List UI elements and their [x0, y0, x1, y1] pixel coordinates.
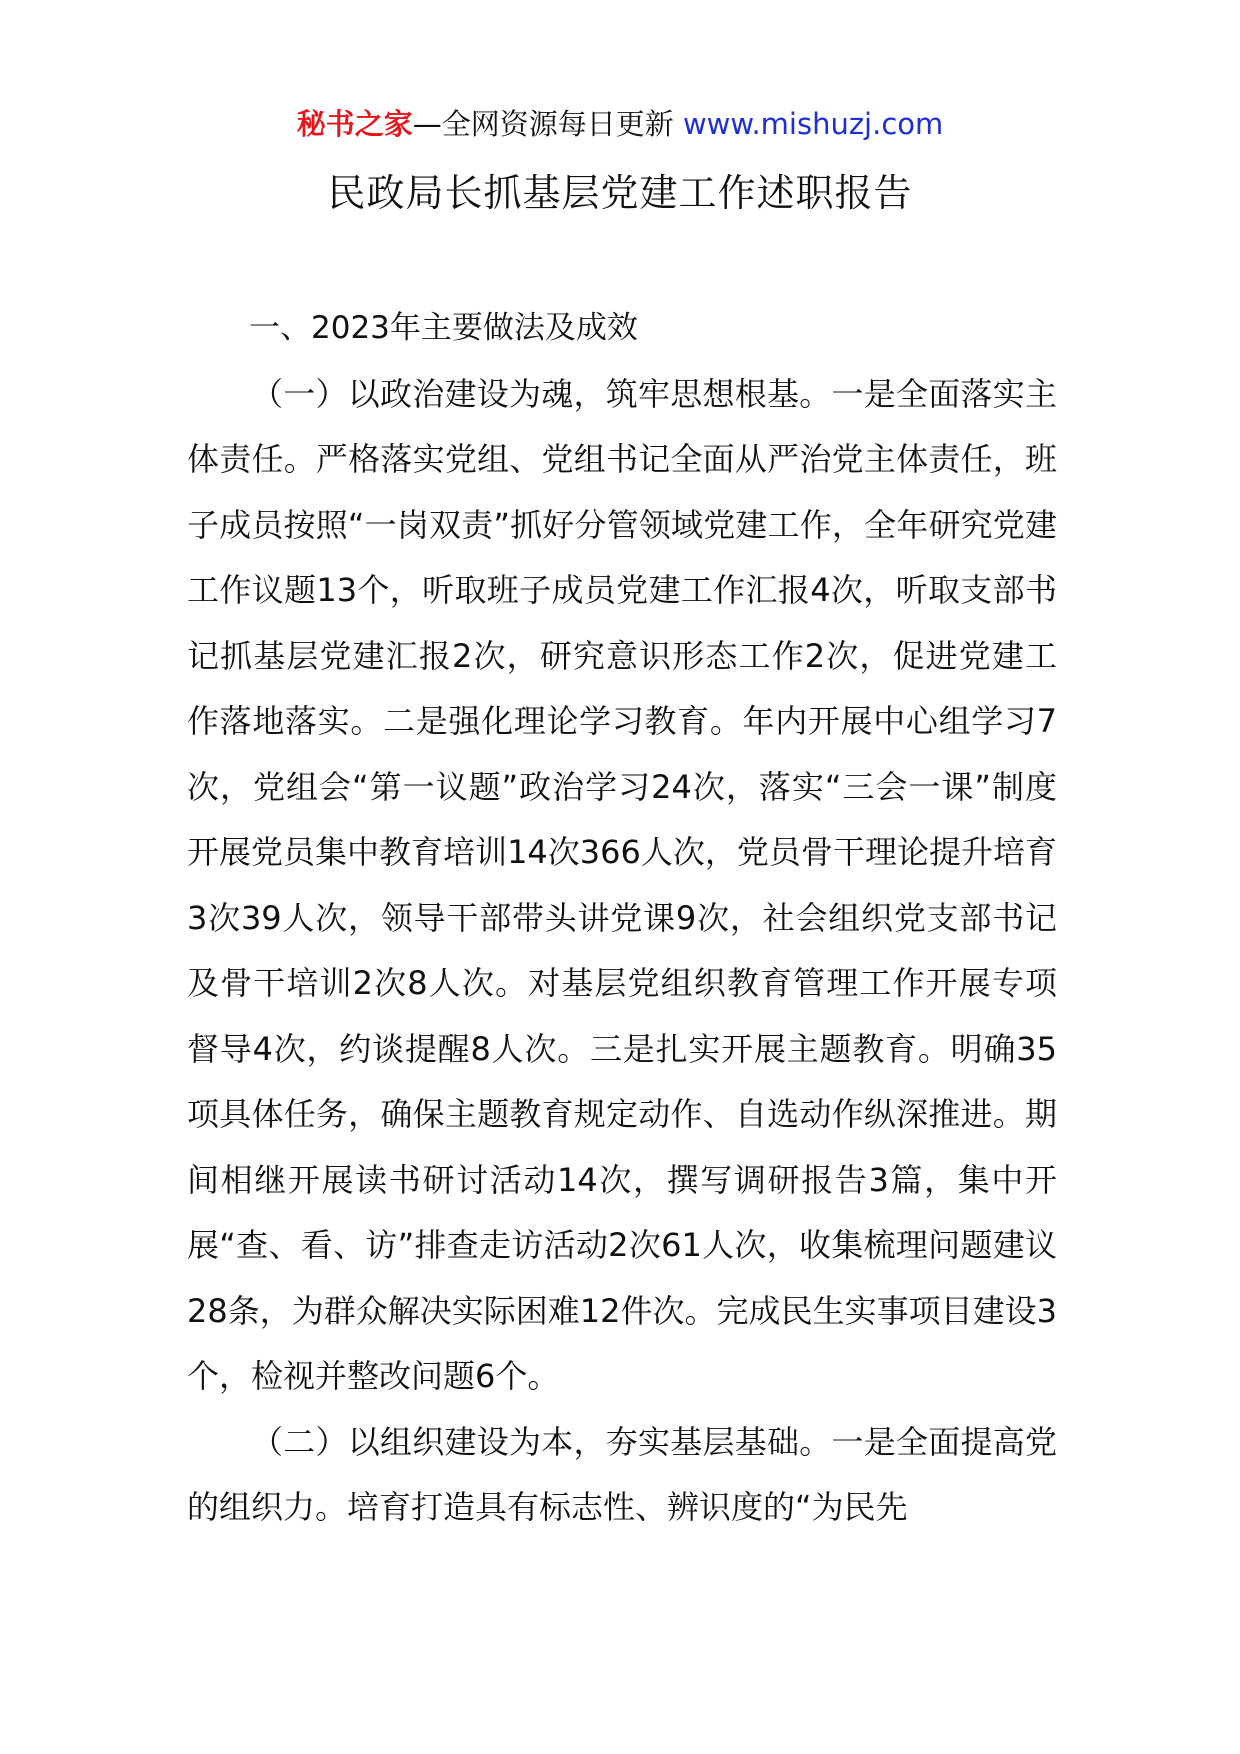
brand-name: 秘书之家: [296, 107, 413, 141]
section-heading: 一、2023年主要做法及成效: [249, 310, 638, 346]
body-paragraph: （二）以组织建设为本，夯实基层基础。一是全面提高党的组织力。培育打造具有标志性、辨识度的“为民先: [187, 1422, 1057, 1526]
document-body: [187, 296, 1057, 1541]
header-slogan: —全网资源每日更新: [412, 107, 674, 141]
document-title: 民政局长抓基层党建工作述职报告: [327, 171, 913, 215]
site-url-link[interactable]: www.mishuzj.com: [682, 107, 944, 141]
site-header: [0, 104, 1240, 144]
body-paragraph: （一）以政治建设为魂，筑牢思想根基。一是全面落实主体责任。严格落实党组、党组书记全面从严治党主体责任，班子成员按照“一岗双责”抓好分管领域党建工作，全年研究党建工作议题13个，听取班子成员党建工作汇报4次，听取支部书记抓基层党建汇报2次，研究意识形态工作2次，促进党建工作落地落实。二是强化理论学习教育。年内开展中心组学习7次，党组会“第一议题”政治学习24次，落实“三会一课”制度开展党员集中教育培训14次366人次，党员骨干理论提升培育3次39人次，领导干部带头讲党课9次，社会组织党支部书记及骨干培训2次8人次。对基层党组织教育管理工作开展专项督导4次，约谈提醒8人次。三是扎实开展主题教育。明确35项具体任务，确保主题教育规定动作、自选动作纵深推进。期间相继开展读书研讨活动14次，撰写调研报告3篇，集中开展“查、看、访”排查走访活动2次61人次，收集梳理问题建议28条，为群众解决实际困难12件次。完成民生实事项目建设3个，检视并整改问题6个。: [187, 374, 1057, 1395]
